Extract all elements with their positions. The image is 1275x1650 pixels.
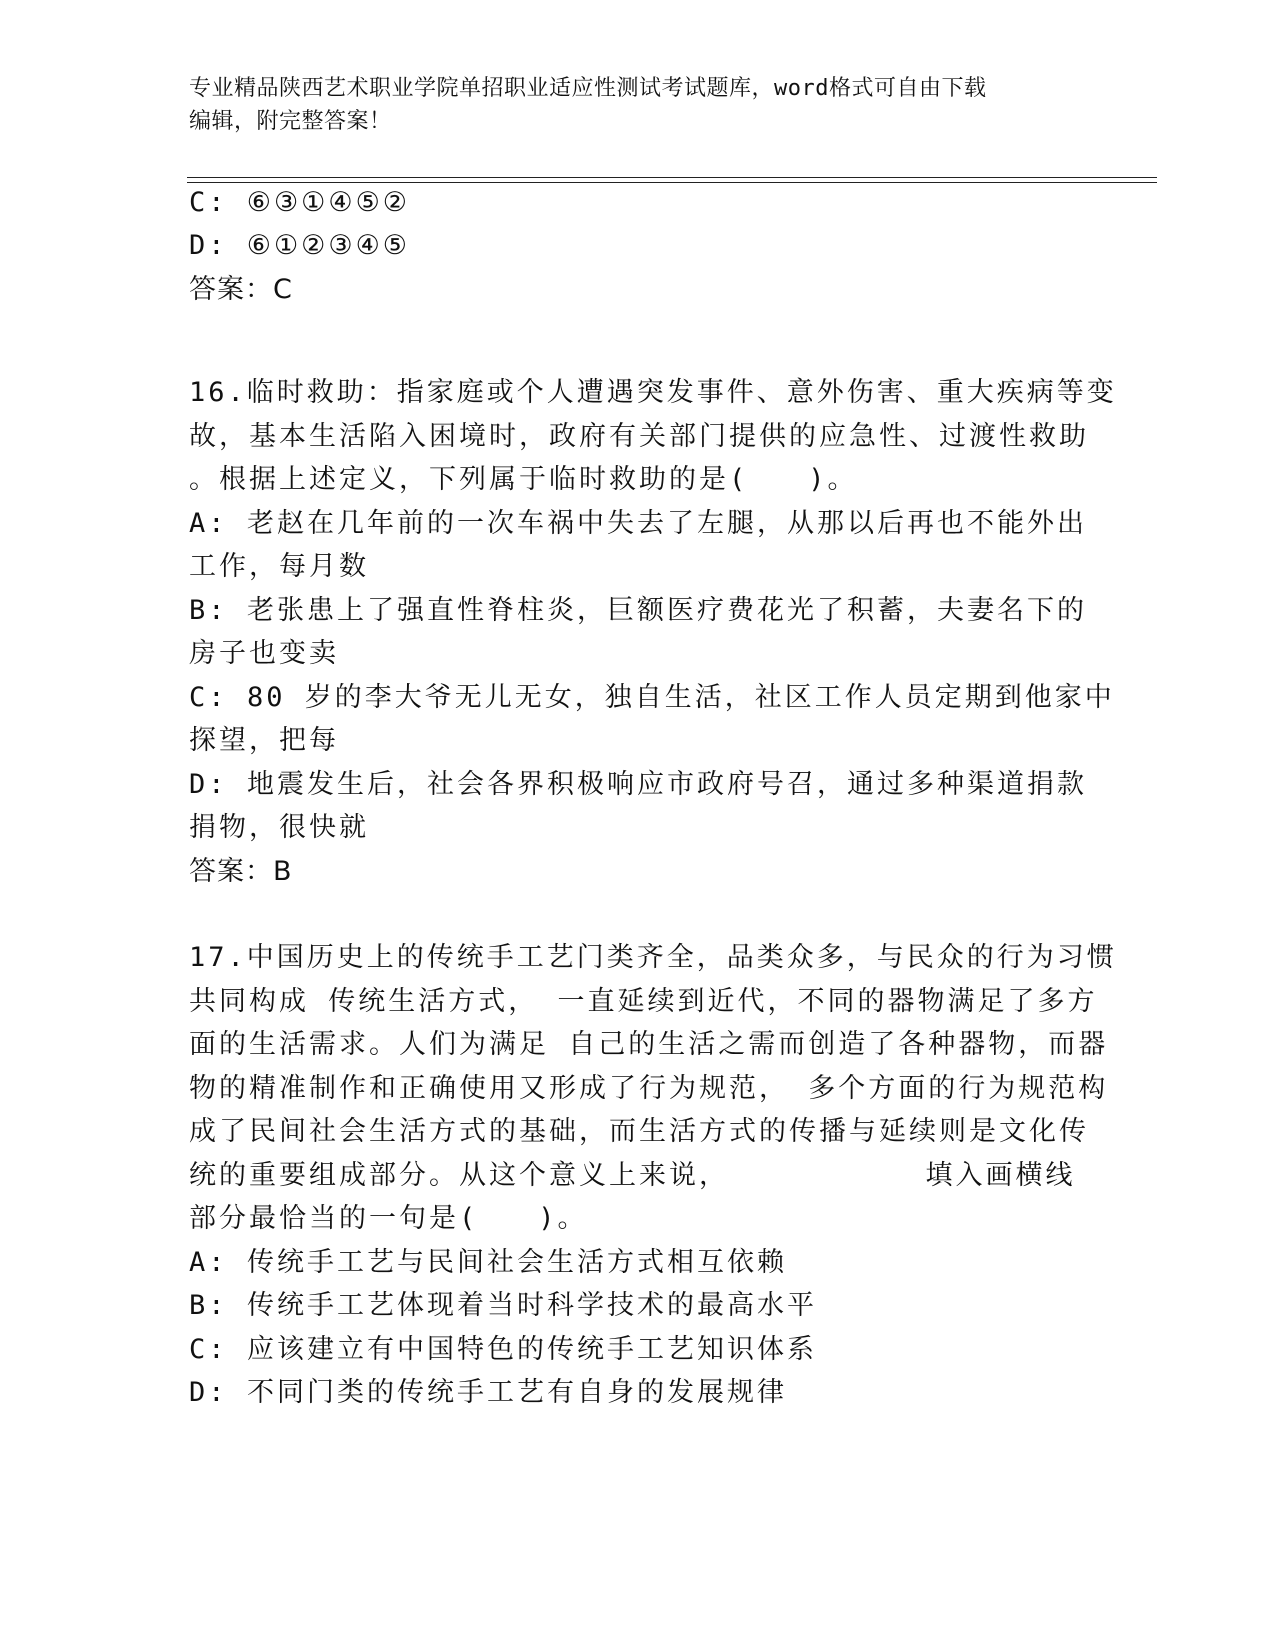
q17-stem-line: 部分最恰当的一句是( )。 [189,1203,588,1234]
q16-stem-line: 。根据上述定义，下列属于临时救助的是( )。 [189,464,858,495]
q16-option-d [189,768,1087,802]
q16-stem-line: 16.临时救助：指家庭或个人遭遇突发事件、意外伤害、重大疾病等变 [189,377,1117,408]
q17-stem-line: 物的精准制作和正确使用又形成了行为规范， 多个方面的行为规范构 [189,1073,1109,1104]
q16-option-a [189,507,1087,541]
option-text: 80 岁的李大爷无儿无女，独自生活，社区工作人员定期到他家中 [247,682,1115,713]
prev-answer: 答案：C [189,274,293,305]
option-text: 传统手工艺与民间社会生活方式相互依赖 [247,1247,787,1278]
option-label: D: [189,1377,228,1408]
option-text: 传统手工艺体现着当时科学技术的最高水平 [247,1290,817,1321]
option-text: 不同门类的传统手工艺有自身的发展规律 [247,1377,787,1408]
option-label: B: [189,1290,228,1321]
q17-stem-line: 面的生活需求。人们为满足 自己的生活之需而创造了各种器物，而器 [189,1029,1109,1060]
prev-option-c: C: ⑥③①④⑤② [189,187,410,218]
option-label: C: [189,682,228,713]
option-label: D: [189,769,228,800]
option-text: 老张患上了强直性脊柱炎，巨额医疗费花光了积蓄，夫妻名下的 [247,595,1087,626]
option-label: B: [189,595,228,626]
q16-option-b-cont: 房子也变卖 [189,638,339,669]
q16-option-d-cont: 捐物，很快就 [189,812,369,843]
header-line-2: 编辑，附完整答案！ [189,109,392,134]
document-header [189,72,1069,138]
q17-stem-line: 成了民间社会生活方式的基础，而生活方式的传播与延续则是文化传 [189,1116,1089,1147]
header-line-1: 专业精品陕西艺术职业学院单招职业适应性测试考试题库，word格式可自由下载 [189,76,987,101]
q16-option-b [189,594,1087,628]
option-text: 地震发生后，社会各界积极响应市政府号召，通过多种渠道捐款 [247,769,1087,800]
header-divider-top [187,177,1157,178]
header-divider-bottom [187,182,1157,183]
q16-option-c [189,681,1115,715]
q17-option-c [189,1333,817,1367]
q16-option-c-cont: 探望，把每 [189,725,339,756]
q17-option-a [189,1246,787,1280]
q17-stem-line: 共同构成 传统生活方式， 一直延续到近代，不同的器物满足了多方 [189,986,1098,1017]
q16-stem-line: 故，基本生活陷入困境时，政府有关部门提供的应急性、过渡性救助 [189,421,1089,452]
option-text: 应该建立有中国特色的传统手工艺知识体系 [247,1334,817,1365]
option-label: A: [189,1247,228,1278]
q16-option-a-cont: 工作，每月数 [189,551,369,582]
option-label: C: [189,1334,228,1365]
q17-option-b [189,1289,817,1323]
q17-stem-line: 17.中国历史上的传统手工艺门类齐全，品类众多，与民众的行为习惯 [189,942,1117,973]
q17-stem-line: 统的重要组成部分。从这个意义上来说， 填入画横线 [189,1160,1076,1191]
q16-answer: 答案：B [189,856,293,887]
prev-option-d: D: ⑥①②③④⑤ [189,230,410,261]
option-text: 老赵在几年前的一次车祸中失去了左腿，从那以后再也不能外出 [247,508,1087,539]
option-label: A: [189,508,228,539]
q17-option-d [189,1376,787,1410]
